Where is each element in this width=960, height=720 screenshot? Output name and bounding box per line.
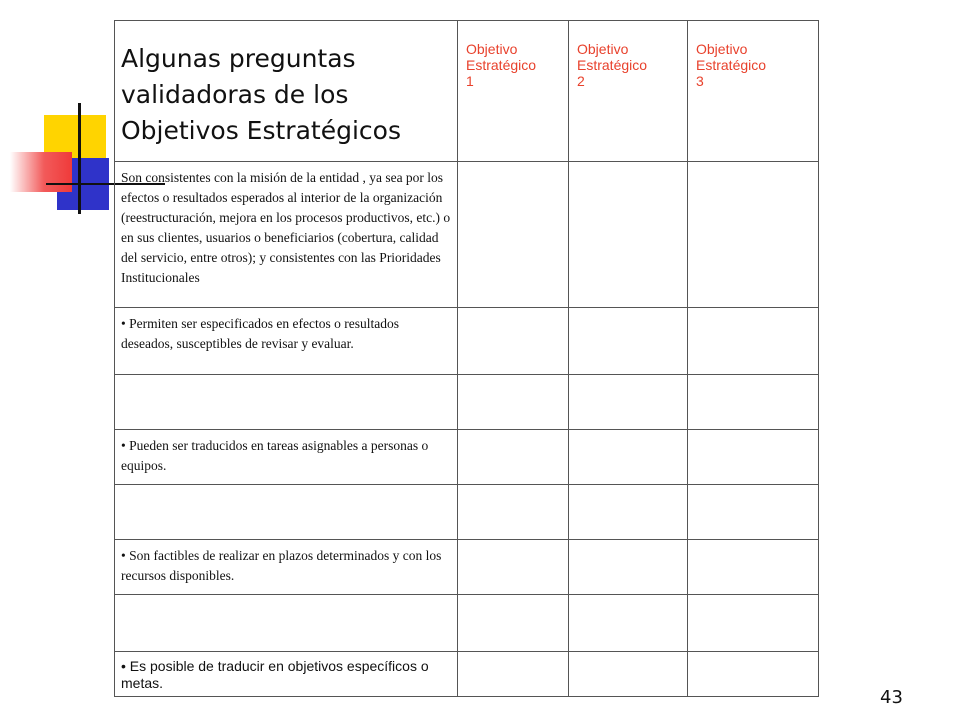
evaluation-cell[interactable]: [458, 485, 569, 540]
criterion-cell: • Pueden ser traducidos en tareas asignables a personas o equipos.: [115, 430, 458, 485]
table-row: [115, 652, 819, 697]
evaluation-cell[interactable]: [458, 430, 569, 485]
objective-number: 3: [696, 73, 704, 89]
evaluation-cell[interactable]: [458, 308, 569, 375]
decorative-vertical-line: [78, 103, 81, 214]
evaluation-cell[interactable]: [569, 162, 688, 308]
objective-number: 2: [577, 73, 585, 89]
table-header-row: [115, 21, 819, 162]
table-row: [115, 308, 819, 375]
table-row: [115, 485, 819, 540]
header-title-line: Algunas preguntas: [121, 44, 356, 73]
evaluation-cell[interactable]: [569, 595, 688, 652]
table-row: [115, 162, 819, 308]
evaluation-cell[interactable]: [569, 485, 688, 540]
evaluation-cell[interactable]: [688, 652, 819, 697]
evaluation-cell[interactable]: [688, 485, 819, 540]
evaluation-cell[interactable]: [569, 308, 688, 375]
evaluation-cell[interactable]: [688, 308, 819, 375]
evaluation-cell[interactable]: [569, 652, 688, 697]
evaluation-cell[interactable]: [688, 595, 819, 652]
evaluation-cell[interactable]: [458, 652, 569, 697]
objective-header-1: [458, 21, 569, 162]
criterion-cell: • Permiten ser especificados en efectos o resultados deseados, susceptibles de revisar y evaluar.: [115, 308, 458, 375]
header-title-line: Objetivos Estratégicos: [121, 116, 401, 145]
objective-label: Objetivo: [696, 41, 748, 57]
criterion-cell: [115, 485, 458, 540]
objective-label: Objetivo: [466, 41, 518, 57]
table-row: [115, 540, 819, 595]
header-title-cell: [115, 21, 458, 162]
header-title: [121, 41, 451, 149]
page-number: 43: [880, 687, 903, 708]
objective-header-3: [688, 21, 819, 162]
criterion-cell: • Es posible de traducir en objetivos específicos o metas.: [115, 652, 458, 697]
evaluation-cell[interactable]: [688, 430, 819, 485]
table-row: [115, 375, 819, 430]
evaluation-cell[interactable]: [569, 540, 688, 595]
objective-label: Estratégico: [696, 57, 767, 73]
evaluation-cell[interactable]: [458, 375, 569, 430]
objective-label: Estratégico: [466, 57, 537, 73]
evaluation-cell[interactable]: [569, 375, 688, 430]
objective-number: 1: [466, 73, 474, 89]
evaluation-cell[interactable]: [688, 540, 819, 595]
table-row: [115, 430, 819, 485]
objective-label: Objetivo: [577, 41, 629, 57]
objective-header-2: [569, 21, 688, 162]
evaluation-cell[interactable]: [458, 540, 569, 595]
evaluation-cell[interactable]: [688, 162, 819, 308]
table-row: [115, 595, 819, 652]
objective-label: Estratégico: [577, 57, 648, 73]
criterion-cell: [115, 595, 458, 652]
criterion-cell: • Son factibles de realizar en plazos determinados y con los recursos disponibles.: [115, 540, 458, 595]
criterion-cell: [115, 375, 458, 430]
header-title-line: validadoras de los: [121, 80, 349, 109]
evaluation-cell[interactable]: [688, 375, 819, 430]
evaluation-cell[interactable]: [458, 162, 569, 308]
objectives-validation-table: [114, 20, 819, 697]
decorative-red-gradient-bar: [10, 152, 72, 192]
evaluation-cell[interactable]: [569, 430, 688, 485]
evaluation-cell[interactable]: [458, 595, 569, 652]
criterion-cell: Son consistentes con la misión de la entidad , ya sea por los efectos o resultados esperados al interior de la organización (reestructuración, mejora en los procesos productivos, etc.) o en sus clientes, usuarios o beneficiarios (cobertura, calidad del servicio, entre otros); y consistentes con las Prioridades Institucionales: [115, 162, 458, 308]
